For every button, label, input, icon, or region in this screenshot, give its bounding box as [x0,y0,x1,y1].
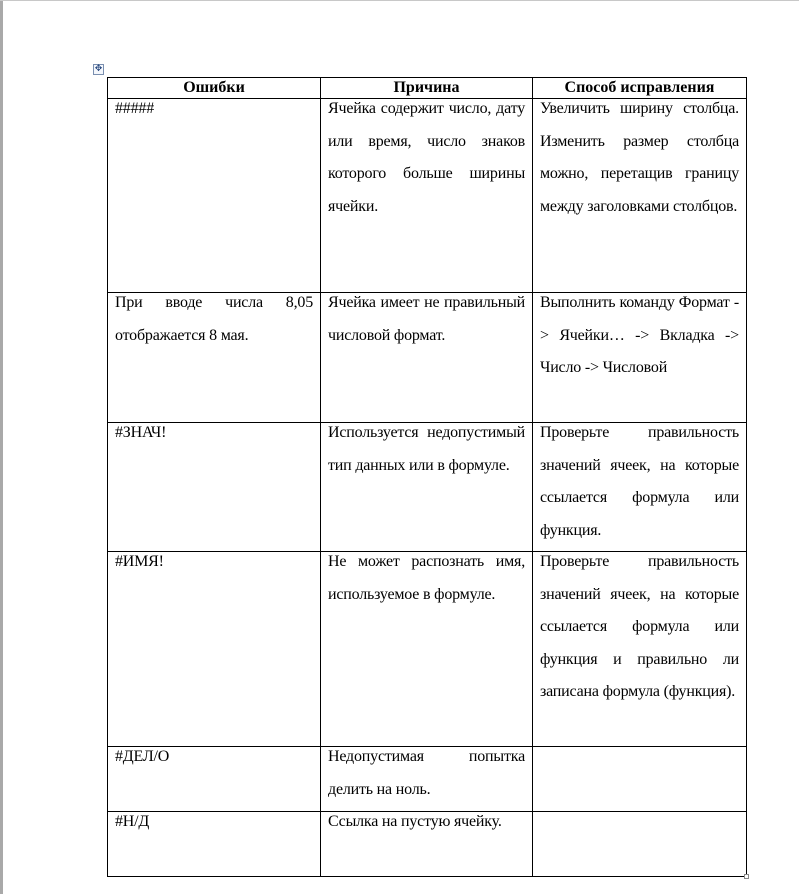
cause-cell[interactable] [321,747,533,812]
error-text: #ДЕЛ/О [115,748,170,765]
error-text: #ЗНАЧ! [115,424,167,441]
fix-cell[interactable] [533,99,747,293]
error-cell[interactable] [108,552,321,747]
error-text: #Н/Д [115,813,150,830]
cause-text: Ячейка содержит число, дату или время, число знаков которого больше ширины ячейки. [328,100,525,215]
cause-text: Используется недопустимый тип данных или в формуле. [328,424,525,474]
fix-text: Выполнить команду Формат -> Ячейки… -> Вкладка -> Число -> Числовой [540,294,739,376]
table-row [108,812,747,877]
error-text: ##### [115,100,155,117]
page-left-edge [0,0,3,894]
table-row [108,99,747,293]
table-row [108,293,747,423]
table-row [108,747,747,812]
table-resize-icon[interactable] [744,874,749,879]
error-cell[interactable] [108,423,321,552]
table-move-handle-icon[interactable]: ✥ [94,64,103,74]
header-errors[interactable]: Ошибки [108,78,321,99]
page-top-edge [0,0,799,1]
header-cause[interactable]: Причина [321,78,533,99]
error-cell[interactable] [108,99,321,293]
cause-cell[interactable] [321,293,533,423]
cause-cell[interactable] [321,812,533,877]
errors-table [107,77,747,877]
cause-text: Ссылка на пустую ячейку. [328,813,502,830]
fix-cell[interactable] [533,293,747,423]
error-text: При вводе числа 8,05 отображается 8 мая. [115,294,313,344]
fix-text: Проверьте правильность значений ячеек, на которые ссылается формула или функция. [540,424,739,539]
cause-cell[interactable] [321,99,533,293]
cause-text: Недопустимая попытка делить на ноль. [328,748,525,798]
fix-cell[interactable] [533,552,747,747]
error-cell[interactable] [108,293,321,423]
header-fix[interactable]: Способ исправления [533,78,747,99]
cause-text: Не может распознать имя, используемое в формуле. [328,553,525,603]
cause-cell[interactable] [321,423,533,552]
cause-text: Ячейка имеет не правильный числовой формат. [328,294,525,344]
error-text: #ИМЯ! [115,553,164,570]
fix-cell[interactable] [533,423,747,552]
fix-cell[interactable] [533,747,747,812]
error-cell[interactable] [108,812,321,877]
fix-cell[interactable] [533,812,747,877]
fix-text: Проверьте правильность значений ячеек, на которые ссылается формула или функция и правильно ли записана формула (функция). [540,553,739,700]
error-cell[interactable] [108,747,321,812]
cause-cell[interactable] [321,552,533,747]
fix-text: Увеличить ширину столбца. Изменить размер столбца можно, перетащив границу между заголовками столбцов. [540,100,739,215]
table-row [108,423,747,552]
table-row [108,552,747,747]
